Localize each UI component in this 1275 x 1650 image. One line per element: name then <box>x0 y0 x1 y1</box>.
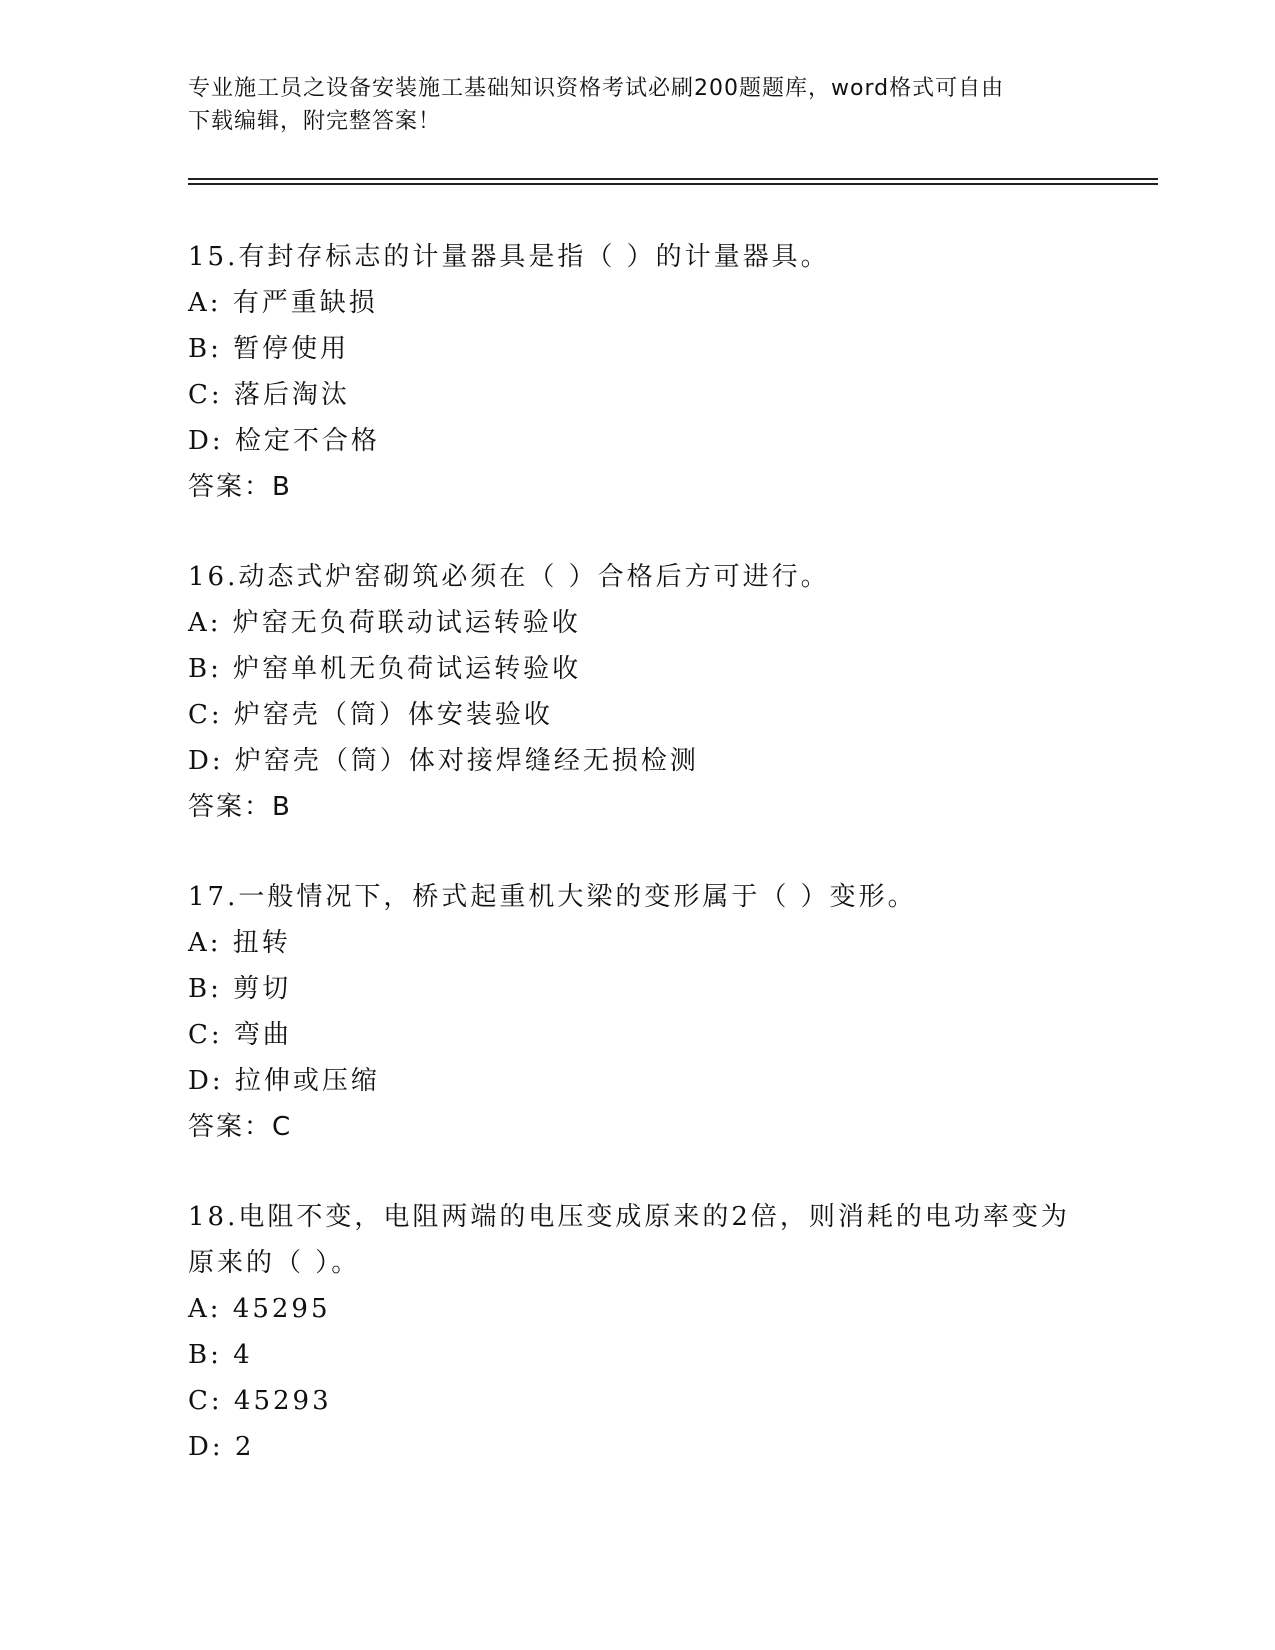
option-b: B: 剪切 <box>188 974 292 1004</box>
option-d: D: 炉窑壳（筒）体对接焊缝经无损检测 <box>188 746 699 776</box>
question-stem: 17.一般情况下，桥式起重机大梁的变形属于（ ）变形。 <box>188 882 917 912</box>
option-a: A: 45295 <box>188 1294 331 1324</box>
question-18 <box>188 1194 1088 1470</box>
header-line-2: 下载编辑，附完整答案！ <box>188 109 442 134</box>
option-c: C: 45293 <box>188 1386 332 1416</box>
option-list <box>188 600 1088 784</box>
question-list <box>188 234 1088 1514</box>
answer-line: 答案：C <box>188 1112 293 1142</box>
question-16 <box>188 554 1088 830</box>
question-stem: 15.有封存标志的计量器具是指（ ）的计量器具。 <box>188 242 830 272</box>
answer-line: 答案：B <box>188 792 292 822</box>
question-15 <box>188 234 1088 510</box>
question-stem: 16.动态式炉窑砌筑必须在（ ）合格后方可进行。 <box>188 562 830 592</box>
option-a: A: 扭转 <box>188 928 291 958</box>
answer-line: 答案：B <box>188 472 292 502</box>
question-17 <box>188 874 1088 1150</box>
option-list <box>188 920 1088 1104</box>
option-c: C: 弯曲 <box>188 1020 292 1050</box>
option-a: A: 炉窑无负荷联动试运转验收 <box>188 608 581 638</box>
option-b: B: 暂停使用 <box>188 334 350 364</box>
option-c: C: 炉窑壳（筒）体安装验收 <box>188 700 553 730</box>
option-b: B: 4 <box>188 1340 253 1370</box>
option-c: C: 落后淘汰 <box>188 380 350 410</box>
header-line-1: 专业施工员之设备安装施工基础知识资格考试必刷200题题库，word格式可自由 <box>188 76 1005 101</box>
option-list <box>188 1286 1088 1470</box>
option-b: B: 炉窑单机无负荷试运转验收 <box>188 654 582 684</box>
option-list <box>188 280 1088 464</box>
option-a: A: 有严重缺损 <box>188 288 378 318</box>
document-header <box>188 72 1088 138</box>
header-divider-top <box>188 178 1158 180</box>
header-divider-bottom <box>188 183 1158 185</box>
option-d: D: 检定不合格 <box>188 426 380 456</box>
question-stem: 18.电阻不变，电阻两端的电压变成原来的2倍，则消耗的电功率变为原来的（ ）。 <box>188 1202 1070 1278</box>
option-d: D: 拉伸或压缩 <box>188 1066 380 1096</box>
option-d: D: 2 <box>188 1432 255 1462</box>
